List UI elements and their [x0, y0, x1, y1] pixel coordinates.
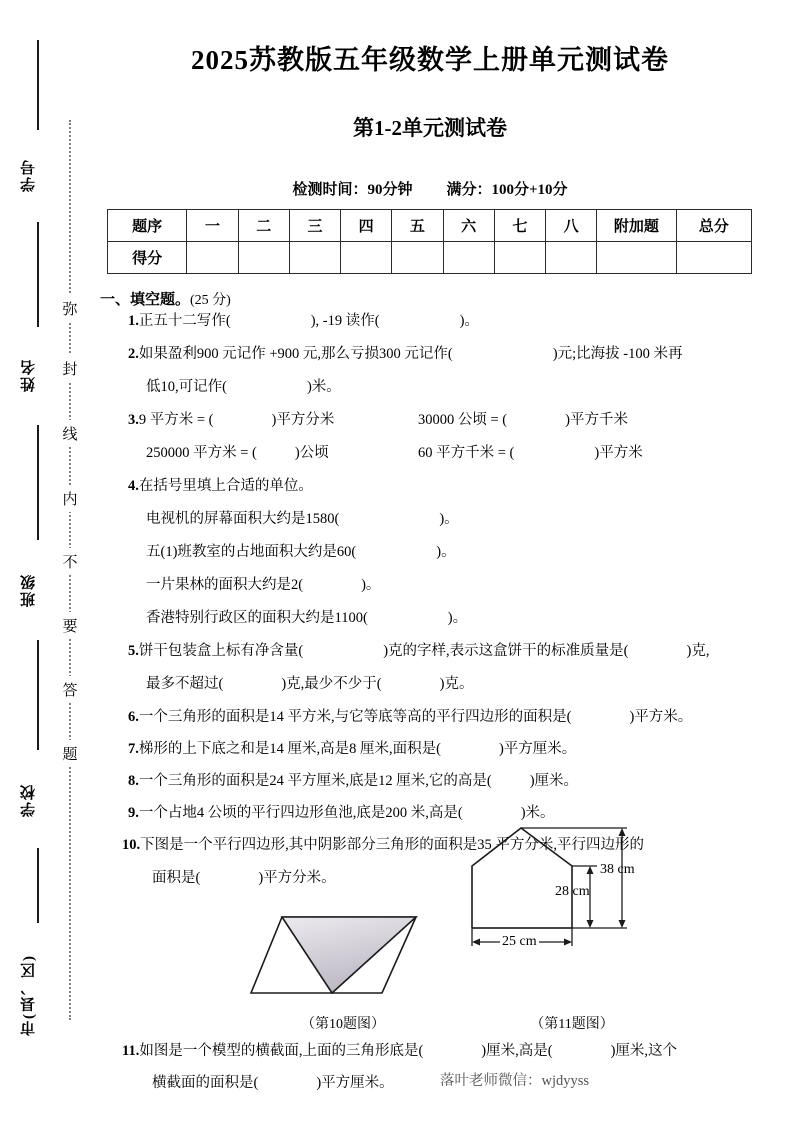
question-3-line-2-right — [418, 444, 643, 464]
question-10-line-2 — [152, 869, 336, 889]
score-table-col-extra: 附加题 — [597, 210, 676, 242]
score-cell-4[interactable] — [341, 242, 392, 274]
question-5-number: 5. — [128, 643, 139, 659]
question-2-part-c: 低10,可记作( — [146, 379, 227, 395]
question-4-item-2-a: 五(1)班教室的占地面积大约是60( — [146, 544, 357, 560]
figure-10-parallelogram — [248, 905, 438, 1010]
question-6 — [128, 708, 692, 728]
question-4-number: 4. — [128, 478, 139, 494]
score-table-col-6: 六 — [443, 210, 494, 242]
page-subtitle: 第1-2单元测试卷 — [353, 116, 507, 140]
question-4-item-3-a: 一片果林的面积大约是2( — [146, 577, 304, 593]
score-table-col-5: 五 — [392, 210, 443, 242]
question-8-part-b: )厘米。 — [529, 773, 579, 789]
seal-char-8: 题 — [56, 740, 84, 767]
seal-label-column — [18, 0, 58, 1122]
question-1 — [128, 312, 479, 332]
question-11-line-1 — [122, 1042, 677, 1062]
question-2-part-b: )元;比海拔 -100 米再 — [552, 346, 683, 362]
score-cell-5[interactable] — [392, 242, 443, 274]
question-10-number: 10. — [122, 837, 141, 853]
question-4-item-2 — [146, 543, 456, 563]
arrowhead-up-wall — [587, 866, 594, 874]
seal-label-class: 班级 — [21, 573, 37, 607]
question-11-part-b: )厘米,高是( — [481, 1043, 553, 1059]
question-5-part-c: )克, — [686, 643, 710, 659]
section-header-fill-in-blank — [100, 288, 231, 309]
question-3-part-d: )平方千米 — [565, 412, 628, 428]
score-cell-total[interactable] — [676, 242, 751, 274]
table-row-headers — [108, 210, 752, 242]
question-4-item-3-b: )。 — [361, 577, 381, 593]
score-cell-2[interactable] — [238, 242, 289, 274]
section-label: 一、填空题。 — [100, 292, 191, 308]
score-table-col-4: 四 — [341, 210, 392, 242]
question-5-part-e: )克,最少不少于( — [281, 676, 382, 692]
question-5-part-d: 最多不超过( — [146, 676, 224, 692]
question-11-part-a: 如图是一个模型的横截面,上面的三角形底是( — [139, 1043, 424, 1059]
question-1-number: 1. — [128, 313, 139, 329]
question-4-item-1 — [146, 510, 459, 530]
question-2-part-d: )米。 — [306, 379, 341, 395]
seal-char-6: 要 — [56, 612, 84, 639]
question-5-line-2 — [146, 675, 473, 695]
question-8-part-a: 一个三角形的面积是24 平方厘米,底是12 厘米,它的高是( — [138, 773, 492, 789]
arrowhead-down-wall — [587, 920, 594, 928]
question-3-line-2-left — [146, 444, 329, 464]
question-9-number: 9. — [128, 805, 139, 821]
question-11-line-2 — [152, 1074, 394, 1094]
question-10-text: 下图是一个平行四边形,其中阴影部分三角形的面积是35 平方分米,平行四边形的 — [140, 837, 644, 853]
arrowhead-right-width — [564, 939, 572, 946]
score-table-col-2: 二 — [238, 210, 289, 242]
seal-sidebar — [0, 0, 100, 1122]
question-4-item-4-b: )。 — [447, 610, 468, 626]
seal-divider-2 — [37, 222, 39, 327]
question-5-part-f: )克。 — [439, 676, 474, 692]
score-table-col-3: 三 — [289, 210, 340, 242]
question-11-part-e: )平方厘米。 — [316, 1075, 394, 1091]
score-cell-1[interactable] — [187, 242, 238, 274]
question-4-stem — [128, 477, 313, 497]
question-2-line-2 — [146, 378, 341, 398]
score-table-col-1: 一 — [187, 210, 238, 242]
question-2-line-1 — [128, 345, 682, 365]
question-7-number: 7. — [128, 741, 139, 757]
question-1-part-b: ), -19 读作( — [310, 313, 380, 329]
table-row-scores — [108, 242, 752, 274]
question-1-part-c: )。 — [459, 313, 479, 329]
seal-divider-5 — [37, 848, 39, 923]
question-7-part-b: )平方厘米。 — [498, 741, 577, 757]
question-2-number: 2. — [128, 346, 139, 362]
question-4-item-3 — [146, 576, 380, 596]
arrowhead-left-width — [472, 939, 480, 946]
question-8-number: 8. — [128, 773, 139, 789]
figure-11-label-width: 25 cm — [502, 934, 537, 949]
question-1-part-a: 正五十二写作( — [138, 313, 231, 329]
question-4-item-1-a: 电视机的屏幕面积大约是1580( — [146, 511, 340, 527]
seal-char-1: 弥 — [56, 295, 84, 322]
question-3-part-c: 30000 公顷 = ( — [418, 412, 508, 428]
question-3-part-a: 9 平方米 = ( — [138, 412, 214, 428]
question-3-part-g: 60 平方千米 = ( — [418, 445, 515, 461]
seal-char-3: 线 — [56, 420, 84, 447]
question-9-part-b: )米。 — [520, 805, 555, 821]
question-4-item-4-a: 香港特别行政区的面积大约是1100( — [146, 610, 368, 626]
seal-label-student-id: 学号 — [21, 158, 37, 192]
score-cell-7[interactable] — [494, 242, 545, 274]
question-10-part-a: 面积是( — [152, 870, 201, 886]
question-4-stem-text: 在括号里填上合适的单位。 — [138, 478, 313, 494]
question-8 — [128, 772, 578, 792]
question-3-part-e: 250000 平方米 = ( — [146, 445, 257, 461]
score-cell-8[interactable] — [546, 242, 597, 274]
score-cell-3[interactable] — [289, 242, 340, 274]
question-5-part-a: 饼干包装盒上标有净含量( — [138, 643, 304, 659]
question-10-part-b: )平方分米。 — [258, 870, 336, 886]
question-4-item-1-b: )。 — [439, 511, 459, 527]
question-3-number: 3. — [128, 412, 139, 428]
score-table-row-label-order: 题序 — [108, 210, 187, 242]
score-cell-extra[interactable] — [597, 242, 676, 274]
figure-11-caption: （第11题图） — [530, 1017, 614, 1032]
seal-label-school: 学校 — [21, 783, 37, 817]
question-3-part-h: )平方米 — [594, 445, 643, 461]
seal-label-name: 姓名 — [21, 358, 37, 392]
seal-char-4: 内 — [56, 485, 84, 512]
question-3-line-1-right — [418, 411, 628, 431]
figure-11-label-wall-height: 28 cm — [555, 884, 590, 899]
question-4-item-4 — [146, 609, 467, 629]
seal-divider-1 — [37, 40, 39, 130]
question-5-part-b: )克的字样,表示这盒饼干的标准质量是( — [383, 643, 629, 659]
seal-char-5: 不 — [56, 548, 84, 575]
question-2-part-a: 如果盈利900 元记作 +900 元,那么亏损300 元记作( — [138, 346, 453, 362]
arrowhead-up-total — [619, 828, 626, 836]
question-3-part-b: )平方分米 — [271, 412, 335, 428]
question-6-number: 6. — [128, 709, 139, 725]
section-points: (25 分) — [190, 293, 231, 308]
exam-paper-body — [100, 0, 793, 1122]
score-table-col-total: 总分 — [676, 210, 751, 242]
score-table-row-label-score: 得分 — [108, 242, 187, 274]
question-11-number: 11. — [122, 1043, 140, 1059]
score-table — [107, 209, 752, 274]
arrowhead-down-total — [619, 920, 626, 928]
seal-label-city: 市(县、区) — [21, 954, 37, 1036]
question-5-line-1 — [128, 642, 709, 662]
question-7 — [128, 740, 576, 760]
figure-10-caption: （第10题图） — [301, 1017, 385, 1032]
question-11-part-c: )厘米,这个 — [610, 1043, 678, 1059]
question-3-line-1-left — [128, 411, 334, 431]
exam-duration: 检测时间：90分钟 — [292, 182, 413, 198]
house-outline — [472, 828, 572, 928]
question-7-part-a: 梯形的上下底之和是14 厘米,高是8 厘米,面积是( — [138, 741, 441, 757]
page-title: 2025苏教版五年级数学上册单元测试卷 — [191, 45, 669, 75]
figure-11-label-total-height: 38 cm — [600, 862, 635, 877]
question-6-part-a: 一个三角形的面积是14 平方米,与它等底等高的平行四边形的面积是( — [138, 709, 572, 725]
seal-divider-3 — [37, 425, 39, 540]
question-11-part-d: 横截面的面积是( — [152, 1075, 259, 1091]
exam-meta-line — [100, 178, 760, 199]
seal-char-7: 答 — [56, 676, 84, 703]
question-6-part-b: )平方米。 — [629, 709, 693, 725]
footer-watermark-note: 落叶老师微信：wjdyyss — [440, 1073, 590, 1089]
exam-full-score: 满分：100分+10分 — [446, 182, 568, 198]
score-cell-6[interactable] — [443, 242, 494, 274]
question-4-item-2-b: )。 — [436, 544, 456, 560]
seal-char-2: 封 — [56, 355, 84, 382]
score-table-col-8: 八 — [546, 210, 597, 242]
seal-divider-4 — [37, 640, 39, 750]
question-3-part-f: )公顷 — [294, 445, 329, 461]
score-table-col-7: 七 — [494, 210, 545, 242]
question-9-part-a: 一个占地4 公顷的平行四边形鱼池,底是200 米,高是( — [138, 805, 463, 821]
